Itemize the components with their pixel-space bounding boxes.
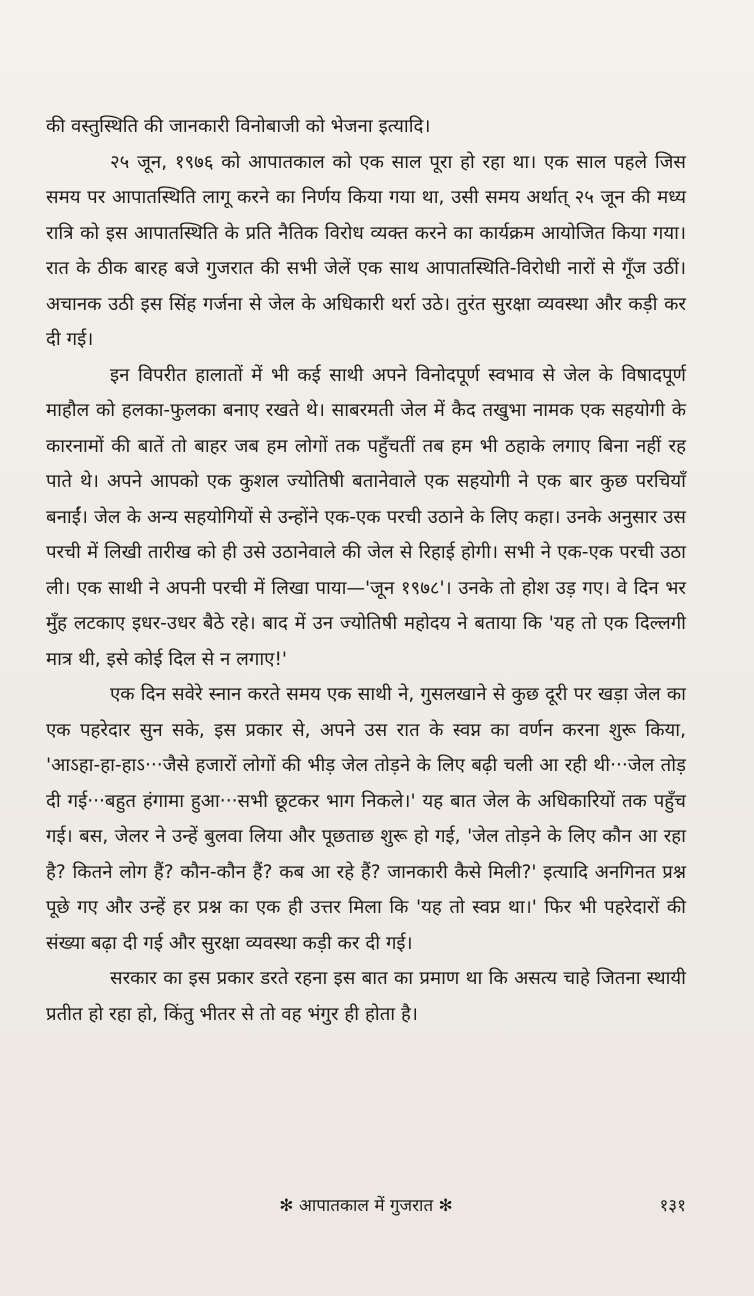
paragraph-continuation: की वस्तुस्थिति की जानकारी विनोबाजी को भेजना इत्यादि। [46, 116, 431, 137]
page-number: १३१ [659, 1196, 686, 1216]
paragraph-humour-in-jail: इन विपरीत हालातों में भी कई साथी अपने विनोदपूर्ण स्वभाव से जेल के विषादपूर्ण माहौल को हलका-फुलका बनाए रखते थे। साबरमती जेल में कैद तखुभा नामक एक सहयोगी के कारनामों की बातें तो बाहर जब हम लोगों तक पहुँचतीं तब हम भी ठहाके लगाए बिना नहीं रह पाते थे। अपने आपको एक कुशल ज्योतिषी बतानेवाले एक सहयोगी ने एक बार कुछ परचियाँ बनाईं। जेल के अन्य सहयोगियों से उन्होंने एक-एक परची उठाने के लिए कहा। उनके अनुसार उस परची में लिखी तारीख को ही उसे उठानेवाले की जेल से रिहाई होगी। सभी ने एक-एक परची उठा ली। एक साथी ने अपनी परची में लिखा पाया—'जून १९७८'। उनके तो होश उड़ गए। वे दिन भर मुँह लटकाए इधर-उधर बैठे रहे। बाद में उन ज्योतिषी महोदय ने बताया कि 'यह तो एक दिल्लगी मात्र थी, इसे कोई दिल से न लगाए!' [46, 364, 686, 670]
body-text [46, 109, 686, 1032]
page-footer [46, 1193, 686, 1223]
paragraph-dream-story: एक दिन सवेरे स्नान करते समय एक साथी ने, गुसलखाने से कुछ दूरी पर खड़ा जेल का एक पहरेदार सुन सके, इस प्रकार से, अपने उस रात के स्वप्न का वर्णन करना शुरू किया, 'आऽहा-हा-हाऽ···जैसे हजारों लोगों की भीड़ जेल तोड़ने के लिए बढ़ी चली आ रही थी···जेल तोड़ दी गई···बहुत हंगामा हुआ···सभी छूटकर भाग निकले।' यह बात जेल के अधिकारियों तक पहुँच गई। बस, जेलर ने उन्हें बुलवा लिया और पूछताछ शुरू हो गई, 'जेल तोड़ने के लिए कौन आ रहा है? कितने लोग हैं? कौन-कौन हैं? कब आ रहे हैं? जानकारी कैसे मिली?' इत्यादि अनगिनत प्रश्न पूछे गए और उन्हें हर प्रश्न का एक ही उत्तर मिला कि 'यह तो स्वप्न था।' फिर भी पहरेदारों की संख्या बढ़ा दी गई और सुरक्षा व्यवस्था कड़ी कर दी गई। [46, 684, 686, 954]
running-title: ✻ आपातकाल में गुजरात ✻ [279, 1196, 453, 1216]
paragraph-conclusion: सरकार का इस प्रकार डरते रहना इस बात का प्रमाण था कि असत्य चाहे जितना स्थायी प्रतीत हो रहा हो, किंतु भीतर से तो वह भंगुर ही होता है। [46, 968, 686, 1025]
paragraph-emergency-anniversary: २५ जून, १९७६ को आपातकाल को एक साल पूरा हो रहा था। एक साल पहले जिस समय पर आपातस्थिति लागू करने का निर्णय किया गया था, उसी समय अर्थात् २५ जून की मध्य रात्रि को इस आपातस्थिति के प्रति नैतिक विरोध व्यक्त करने का कार्यक्रम आयोजित किया गया। रात के ठीक बारह बजे गुजरात की सभी जेलें एक साथ आपातस्थिति-विरोधी नारों से गूँज उठीं। अचानक उठी इस सिंह गर्जना से जेल के अधिकारी थर्रा उठे। तुरंत सुरक्षा व्यवस्था और कड़ी कर दी गई। [46, 151, 686, 350]
